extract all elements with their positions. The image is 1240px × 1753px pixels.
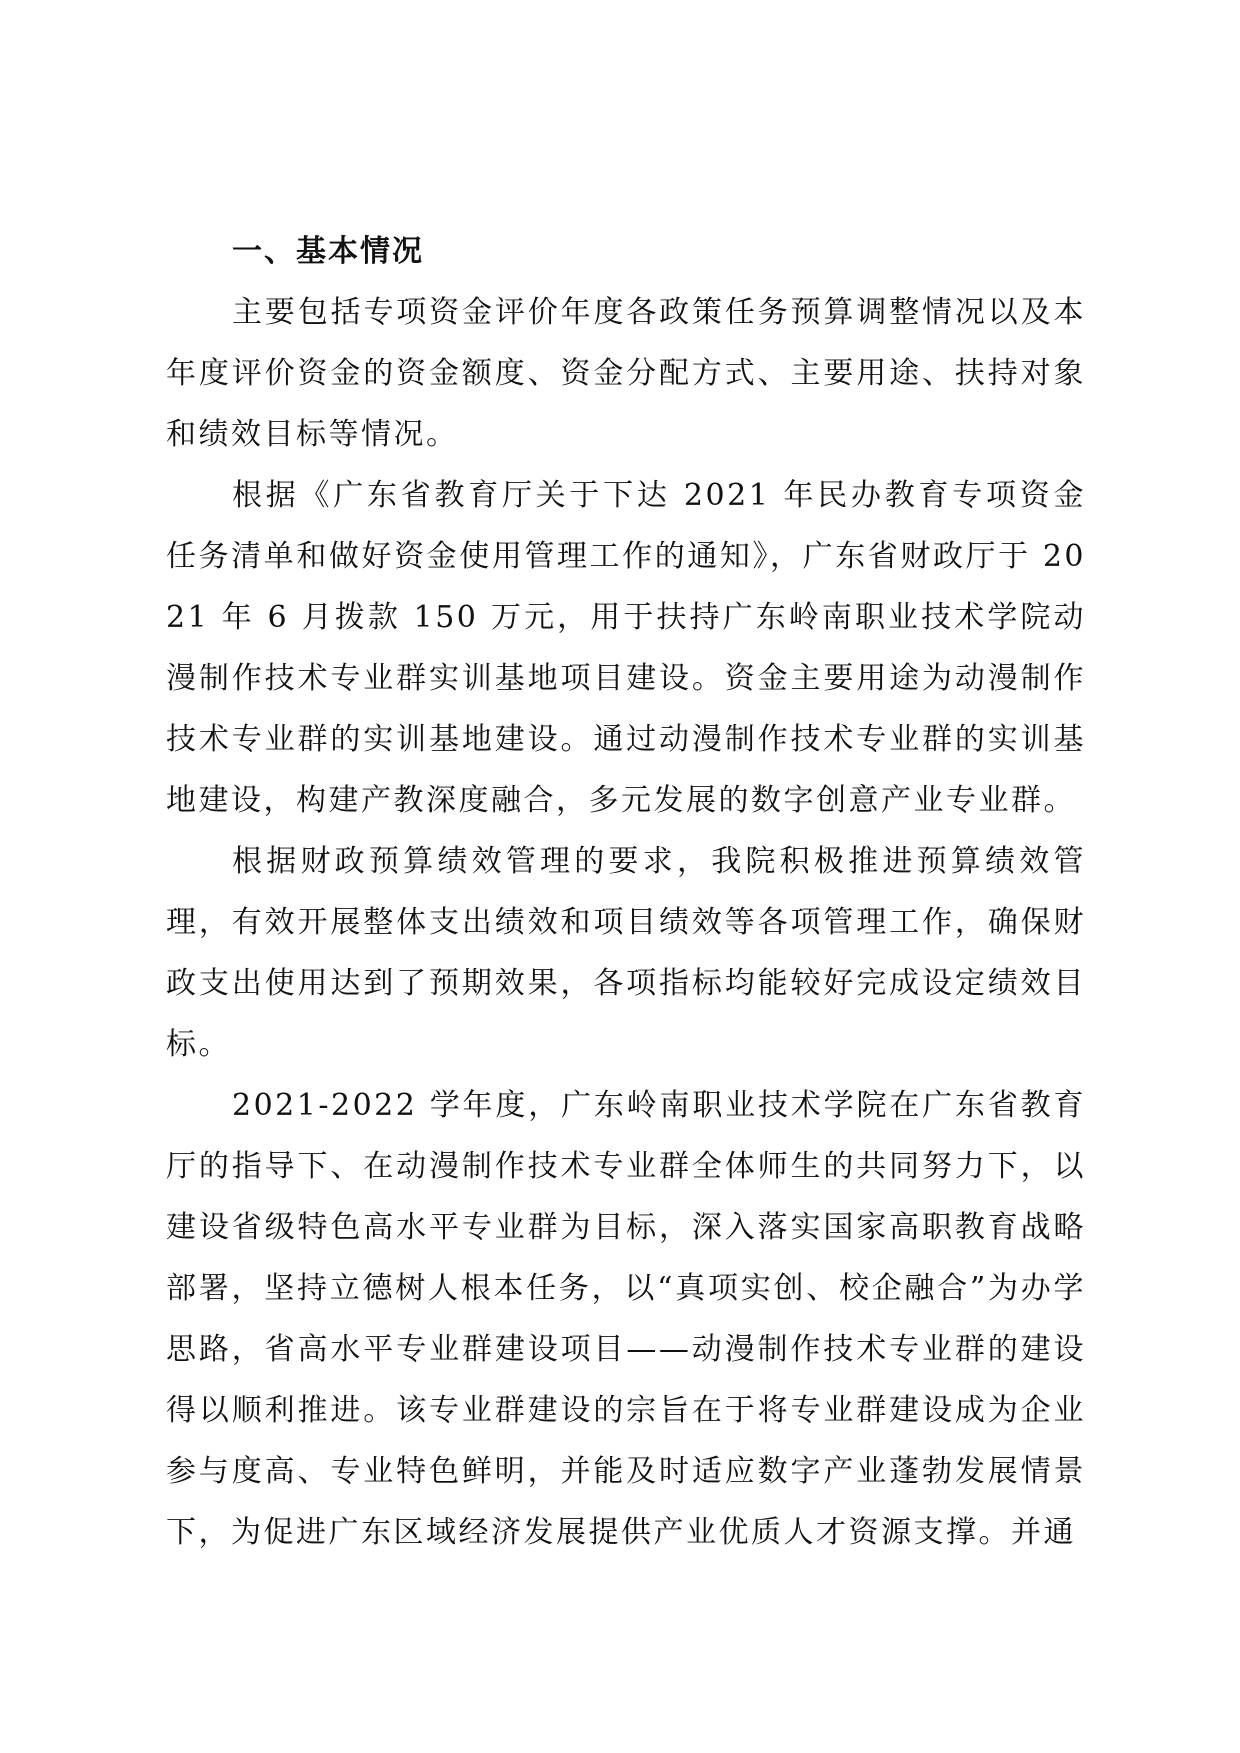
paragraph-performance: 根据财政预算绩效管理的要求，我院积极推进预算绩效管理，有效开展整体支出绩效和项目绩效等各项管理工作，确保财政支出使用达到了预期效果，各项指标均能较好完成设定绩效目标。 <box>166 844 1086 1062</box>
section-heading: 一、基本情况 <box>232 234 424 269</box>
paragraph-scope: 主要包括专项资金评价年度各政策任务预算调整情况以及本年度评价资金的资金额度、资金分配方式、主要用途、扶持对象和绩效目标等情况。 <box>166 295 1086 452</box>
paragraph-academic-year: 2021-2022 学年度，广东岭南职业技术学院在广东省教育厅的指导下、在动漫制作技术专业群全体师生的共同努力下，以建设省级特色高水平专业群为目标，深入落实国家高职教育战略部署，坚持立德树人根本任务，以“真项实创、校企融合”为办学思路，省高水平专业群建设项目——动漫制作技术专业群的建设得以顺利推进。该专业群建设的宗旨在于将专业群建设成为企业参与度高、专业特色鲜明，并能及时适应数字产业蓬勃发展情景下，为促进广东区域经济发展提供产业优质人才资源支撑。并通 <box>166 1088 1086 1550</box>
document-body <box>166 222 1086 1563</box>
paragraph-funding: 根据《广东省教育厅关于下达 2021 年民办教育专项资金任务清单和做好资金使用管理工作的通知》，广东省财政厅于 2021 年 6 月拨款 150 万元，用于扶持广东岭南职业技术学院动漫制作技术专业群实训基地项目建设。资金主要用途为动漫制作技术专业群的实训基地建设。通过动漫制作技术专业群的实训基地建设，构建产教深度融合，多元发展的数字创意产业专业群。 <box>166 478 1086 818</box>
